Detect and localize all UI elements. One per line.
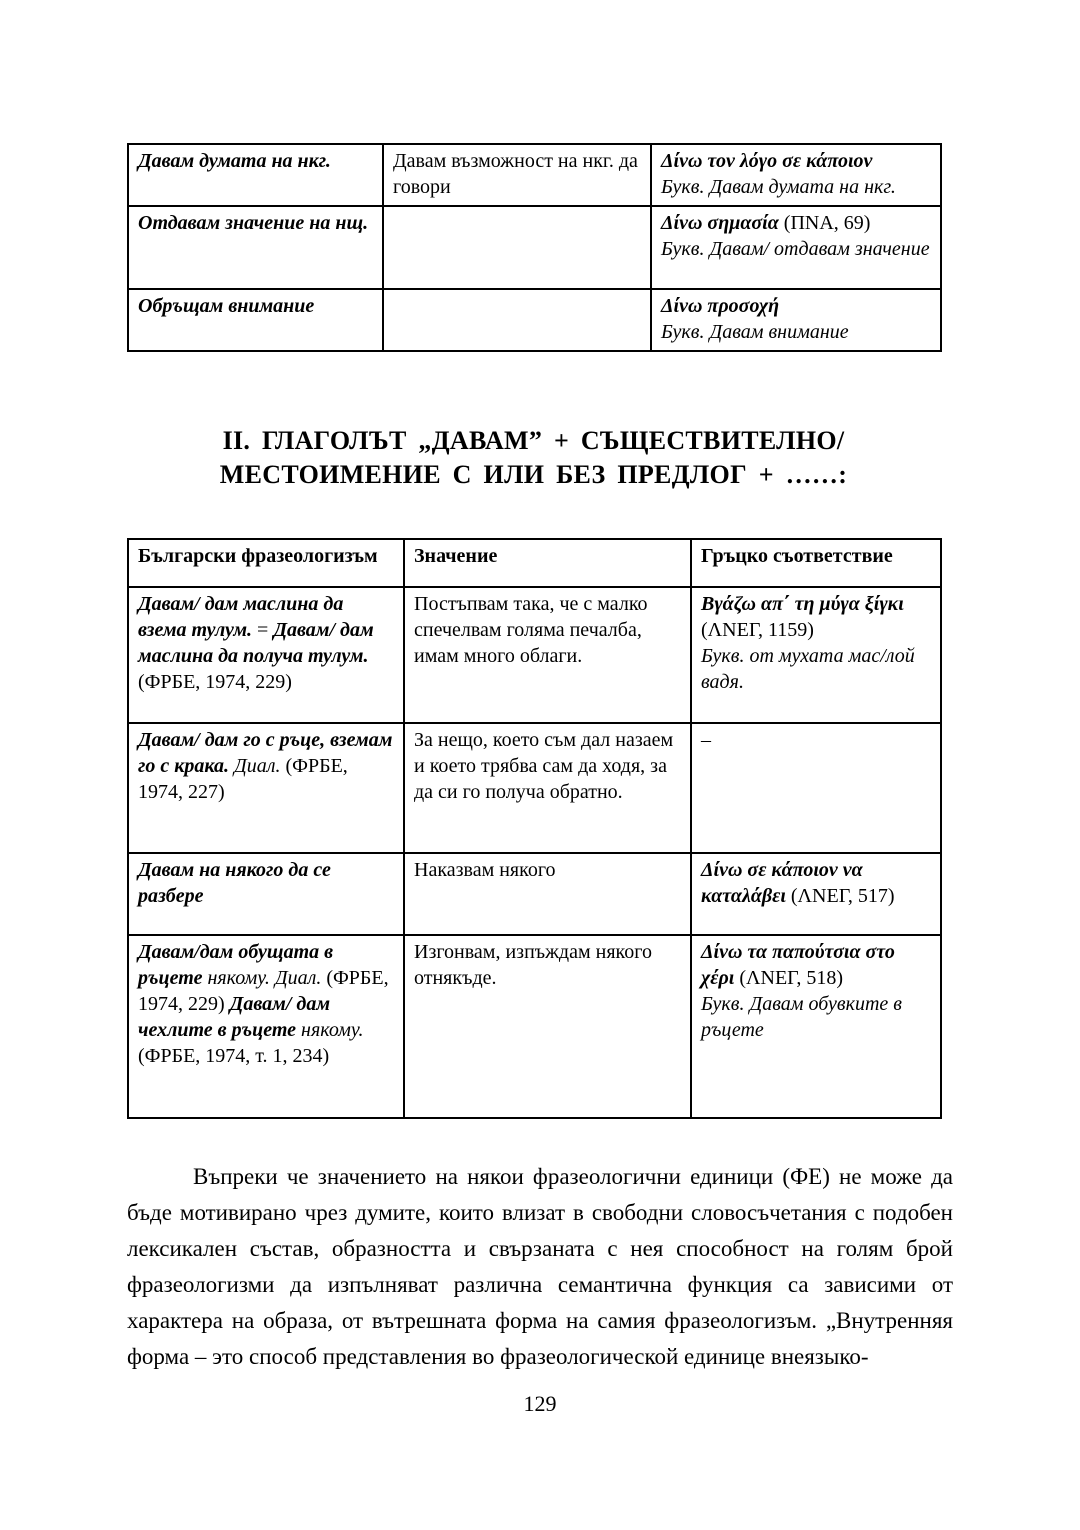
literal-translation: Букв. Давам думата на нкг. bbox=[661, 176, 896, 198]
greek-phrase: Δίνω σε κάποιον να καταλάβει (ΛΝΕΓ, 517) bbox=[701, 859, 895, 907]
cell-bulgarian-phrase bbox=[128, 206, 383, 289]
table-row bbox=[128, 289, 941, 351]
cell-meaning bbox=[404, 587, 691, 723]
cell-meaning bbox=[383, 144, 651, 206]
cell-meaning bbox=[383, 289, 651, 351]
table-row bbox=[128, 723, 941, 853]
literal-translation: Букв. Давам внимание bbox=[661, 321, 849, 343]
page-number: 129 bbox=[523, 1391, 557, 1416]
cell-bulgarian-phrase bbox=[128, 723, 404, 853]
bulgarian-phrase: Отдавам значение на нщ. bbox=[138, 212, 369, 234]
cell-meaning bbox=[404, 935, 691, 1118]
cell-meaning bbox=[404, 723, 691, 853]
literal-translation: Букв. от мухата мас/лой вадя. bbox=[701, 645, 915, 693]
bulgarian-phrase: Давам/ дам маслина да взема тулум. = Давам/ дам маслина да получа тулум. (ФРБЕ, 1974, 229) bbox=[138, 593, 374, 693]
table-row bbox=[128, 853, 941, 935]
greek-phrase: Δίνω σημασία (ΠΝΑ, 69) bbox=[661, 212, 871, 234]
header-greek: Гръцко съответствие bbox=[691, 539, 941, 587]
meaning-text: Изгонвам, изпъждам някого отнякъде. bbox=[414, 941, 652, 989]
greek-phrase: Δίνω προσοχή bbox=[661, 295, 780, 317]
bulgarian-phrase: Давам на някого да се разбере bbox=[138, 859, 331, 907]
cell-bulgarian-phrase bbox=[128, 289, 383, 351]
greek-phrase: – bbox=[701, 729, 711, 751]
section-heading bbox=[127, 424, 940, 492]
greek-phrase: Δίνω τον λόγο σε κάποιον bbox=[661, 150, 873, 172]
meaning-text: Давам възможност на нкг. да говори bbox=[393, 150, 638, 198]
heading-line1: II. ГЛАГОЛЪТ „ДАВАМ” + СЪЩЕСТВИТЕЛНО/ bbox=[222, 426, 845, 455]
body-paragraph: Въпреки че значението на някои фразеологични единици (ФЕ) не може да бъде мотивирано чрез думите, които влизат в свободни словосъчетания с подобен лексикален състав, образността и свързаната с нея способност на голям брой фразеологизми да изпълняват различна семантична функция са зависими от характера на образа, от вътрешната форма на самия фразеологизъм. „Внутренняя форма – это способ представления во фразеологической единице внеязыко- bbox=[127, 1164, 953, 1369]
cell-greek-equivalent bbox=[691, 723, 941, 853]
cell-bulgarian-phrase bbox=[128, 587, 404, 723]
bulgarian-phrase: Давам думата на нкг. bbox=[138, 150, 331, 172]
cell-greek-equivalent bbox=[691, 853, 941, 935]
cell-bulgarian-phrase bbox=[128, 144, 383, 206]
table-row bbox=[128, 587, 941, 723]
top-phrase-table bbox=[127, 143, 942, 352]
cell-greek-equivalent bbox=[691, 935, 941, 1118]
cell-greek-equivalent bbox=[691, 587, 941, 723]
bulgarian-phrase: Давам/дам обущата в ръцете някому. Диал. (ФРБЕ, 1974, 229) Давам/ дам чехлите в ръцете някому. (ФРБЕ, 1974, т. 1, 234) bbox=[138, 941, 389, 1067]
cell-bulgarian-phrase bbox=[128, 853, 404, 935]
heading-line2: МЕСТОИМЕНИЕ С ИЛИ БЕЗ ПРЕДЛОГ + ……: bbox=[219, 460, 848, 489]
meaning-text: Постъпвам така, че с малко спечелвам голяма печалба, имам много облаги. bbox=[414, 593, 648, 667]
greek-phrase: Δίνω τα παπούτσια στο χέρι (ΛΝΕΓ, 518) bbox=[701, 941, 895, 989]
cell-greek-equivalent bbox=[651, 289, 941, 351]
meaning-text: За нещо, което съм дал назаем и което трябва сам да ходя, за да си го получа обратно. bbox=[414, 729, 674, 803]
main-phrase-table bbox=[127, 538, 942, 1119]
cell-greek-equivalent bbox=[651, 206, 941, 289]
bulgarian-phrase: Давам/ дам го с ръце, вземам го с крака. Диал. (ФРБЕ, 1974, 227) bbox=[138, 729, 393, 803]
meaning-text: Наказвам някого bbox=[414, 859, 556, 881]
cell-greek-equivalent bbox=[651, 144, 941, 206]
cell-bulgarian-phrase bbox=[128, 935, 404, 1118]
table-row bbox=[128, 144, 941, 206]
table-row bbox=[128, 206, 941, 289]
cell-meaning bbox=[383, 206, 651, 289]
header-meaning: Значение bbox=[404, 539, 691, 587]
table-header-row bbox=[128, 539, 941, 587]
greek-phrase: Βγάζω απ΄ τη μύγα ξίγκι (ΛΝΕΓ, 1159) bbox=[701, 593, 904, 641]
bulgarian-phrase: Обръщам внимание bbox=[138, 295, 315, 317]
literal-translation: Букв. Давам/ отдавам значение bbox=[661, 238, 930, 260]
cell-meaning bbox=[404, 853, 691, 935]
header-bulgarian: Български фразеологизъм bbox=[128, 539, 404, 587]
literal-translation: Букв. Давам обувките в ръцете bbox=[701, 993, 902, 1041]
table-row bbox=[128, 935, 941, 1118]
